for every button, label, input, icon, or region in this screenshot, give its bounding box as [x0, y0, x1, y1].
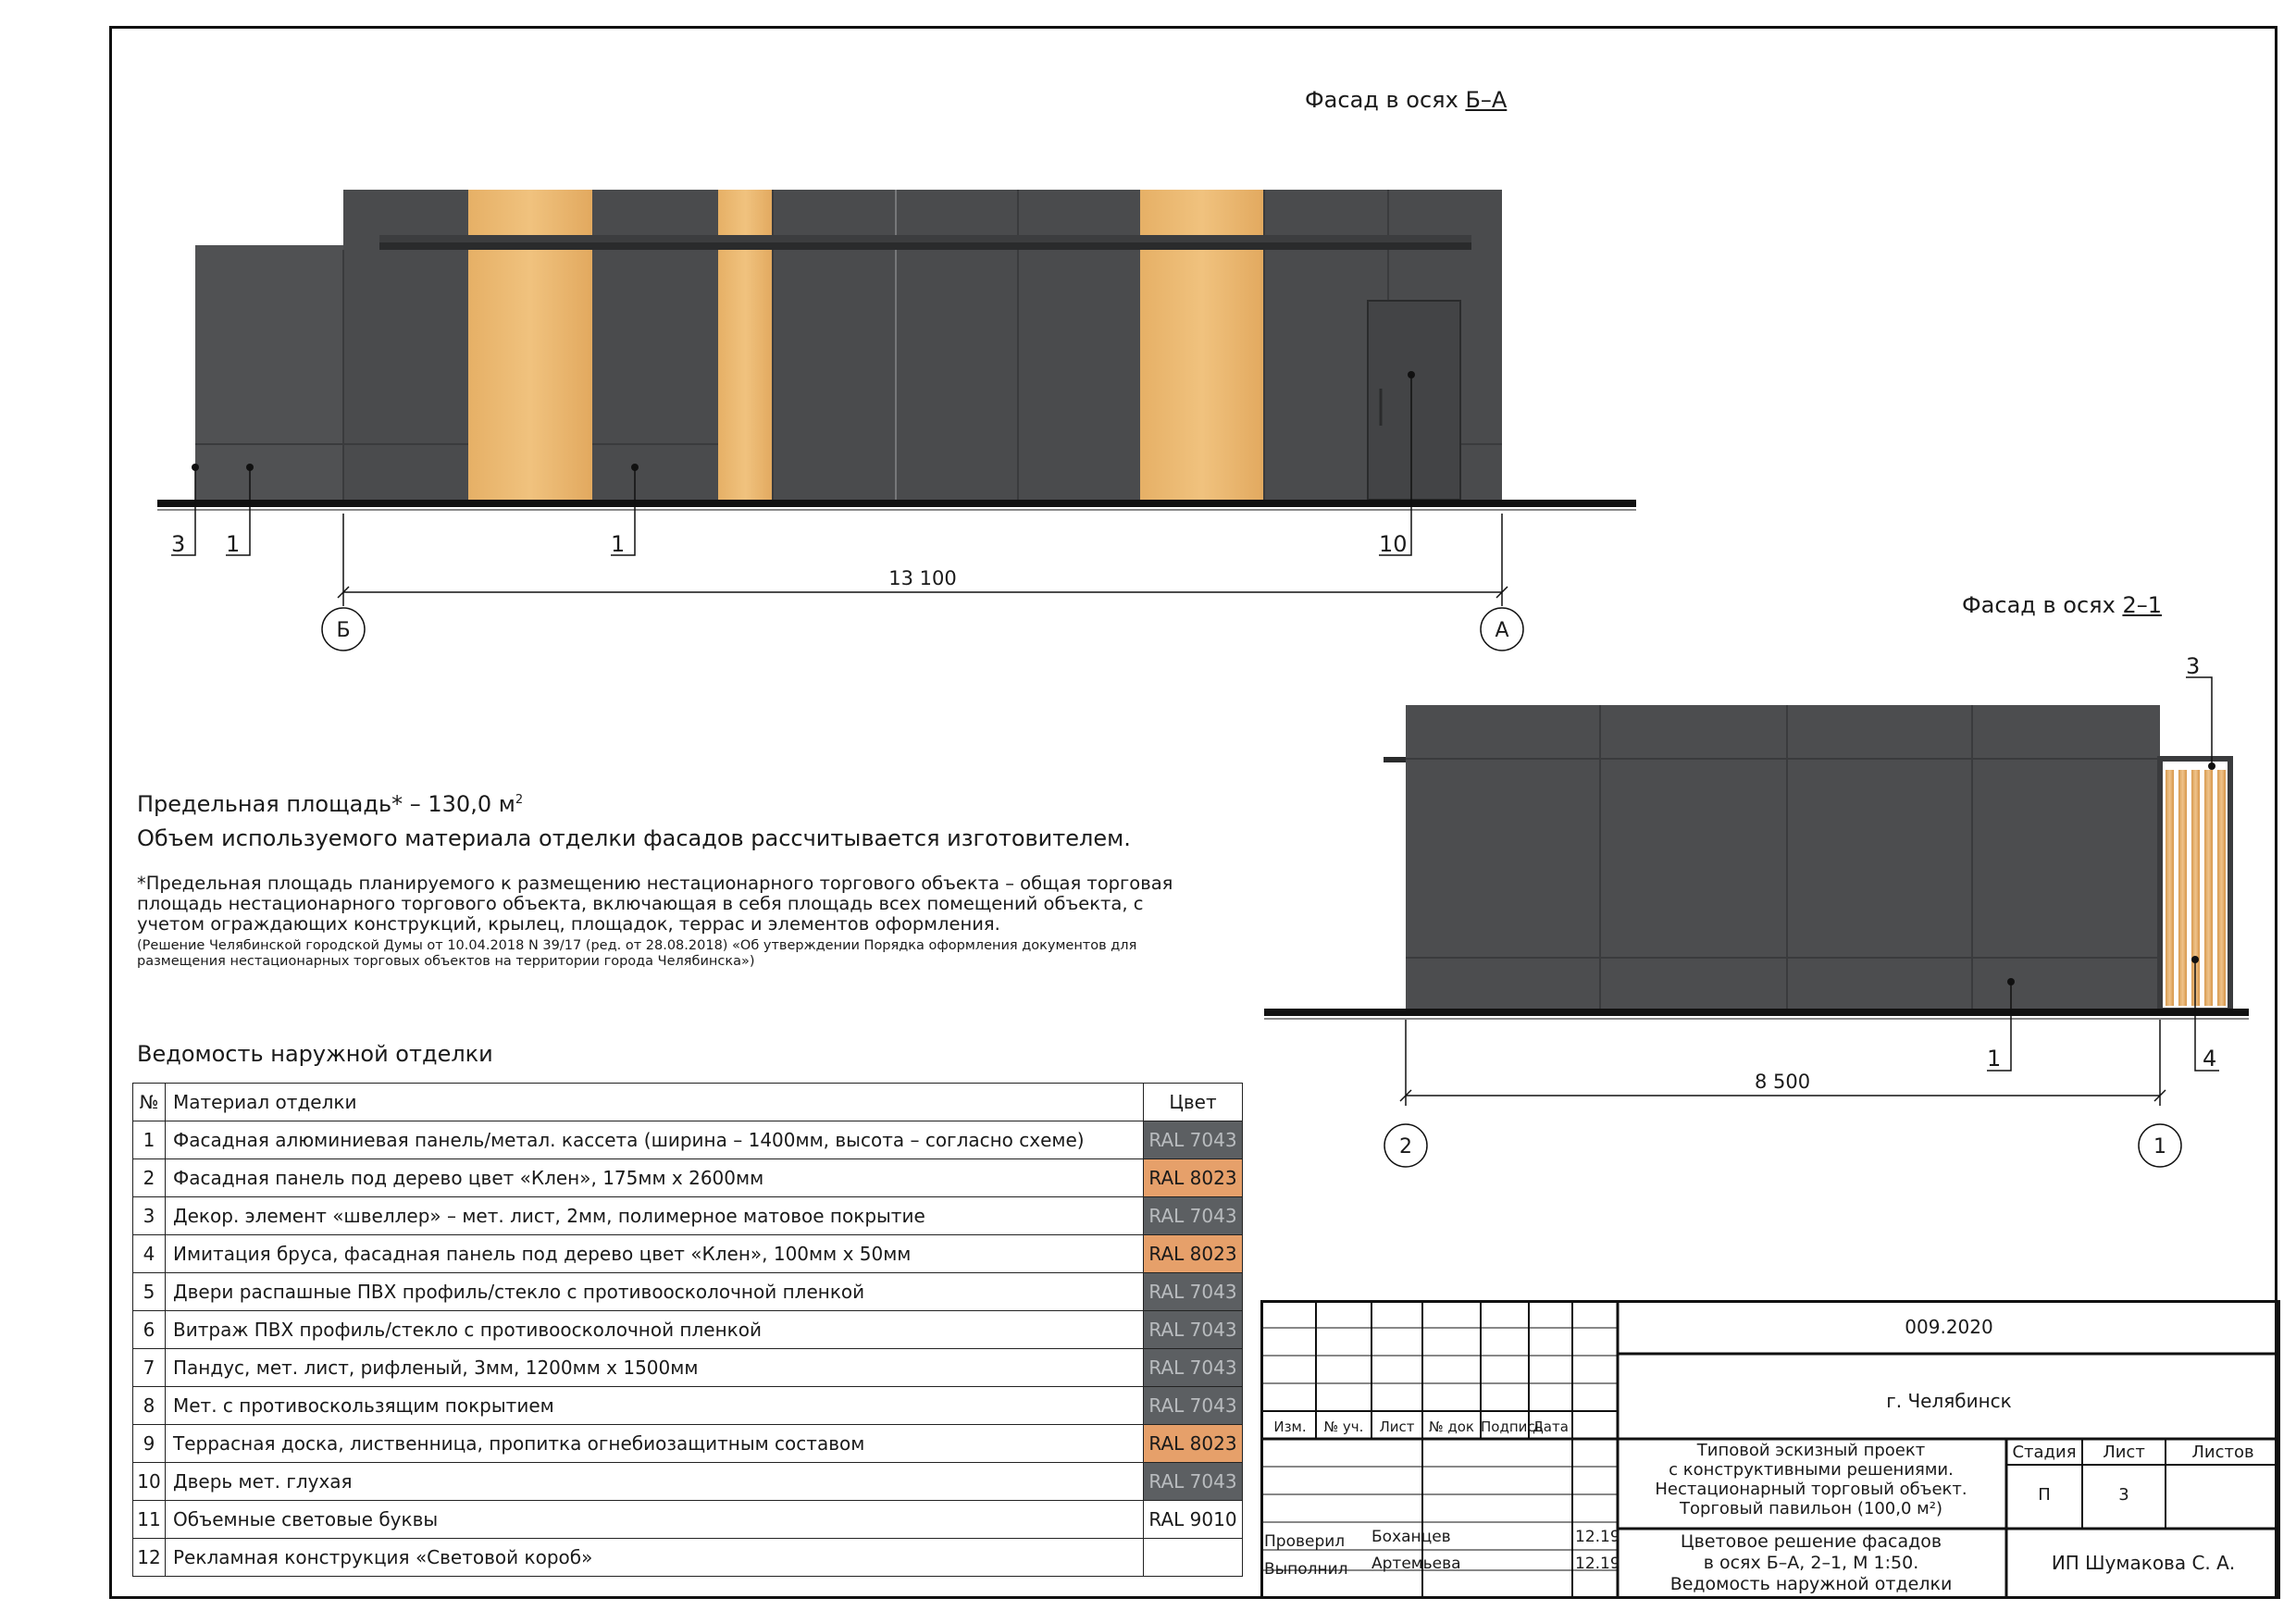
- area-footnote: *Предельная площадь планируемого к размещению нестационарного торгового объекта – общая торговая площадь нестационарного торгового объекта, включающая в себя площадь всех помещений объекта, с учетом ограждающих конструкций, крылец, площадок, террас и элементов оформления.: [137, 873, 1173, 935]
- table-row: [133, 1387, 1243, 1425]
- axis-label: 2: [1399, 1135, 1412, 1158]
- col-header: № уч.: [1323, 1419, 1364, 1435]
- axis-label: А: [1495, 619, 1509, 642]
- checked-date: 12.19: [1575, 1528, 1620, 1546]
- canopy: [379, 242, 1471, 250]
- legal-reference: (Решение Челябинской городской Думы от 10.04.2018 N 39/17 (ред. от 28.08.2018) «Об утверждении Порядка оформления документов для размещения нестационарных торговых объектов на территории города Челябинска»): [137, 938, 1137, 969]
- stage-label: Стадия: [2012, 1443, 2077, 1462]
- ground-line: [1264, 1009, 2249, 1016]
- made-date: 12.19: [1575, 1555, 1620, 1573]
- callout-label: 3: [171, 531, 186, 557]
- dimension-label: 13 100: [888, 567, 957, 589]
- side-facade-body: [1406, 705, 2160, 1010]
- row-color-swatch: RAL 7043: [1144, 1273, 1243, 1311]
- row-color-swatch: RAL 7043: [1144, 1121, 1243, 1159]
- callout-label: 4: [2203, 1046, 2217, 1072]
- row-color-swatch: RAL 8023: [1144, 1159, 1243, 1197]
- row-number: 3: [133, 1197, 166, 1235]
- row-material: Декор. элемент «швеллер» – мет. лист, 2мм, полимерное матовое покрытие: [166, 1197, 1144, 1235]
- row-color-swatch: RAL 7043: [1144, 1349, 1243, 1387]
- row-material: Витраж ПВХ профиль/стекло с противоосколочной пленкой: [166, 1311, 1144, 1349]
- table-row: [133, 1539, 1243, 1577]
- schedule-title: Ведомость наружной отделки: [137, 1041, 493, 1067]
- row-color-swatch: RAL 7043: [1144, 1463, 1243, 1501]
- table-row: [133, 1425, 1243, 1463]
- callout-label: 10: [1379, 531, 1408, 557]
- row-material: Пандус, мет. лист, рифленый, 3мм, 1200мм х 1500мм: [166, 1349, 1144, 1387]
- finish-schedule-table: [132, 1083, 1243, 1577]
- col-header: Изм.: [1273, 1419, 1307, 1435]
- row-color-swatch: RAL 8023: [1144, 1235, 1243, 1273]
- row-material: Дверь мет. глухая: [166, 1463, 1144, 1501]
- row-material: Двери распашные ПВХ профиль/стекло с противоосколочной пленкой: [166, 1273, 1144, 1311]
- callout-label: 1: [226, 531, 241, 557]
- row-color-swatch: RAL 7043: [1144, 1387, 1243, 1425]
- project-code: 009.2020: [1905, 1316, 1993, 1338]
- row-number: 9: [133, 1425, 166, 1463]
- checked-name: Боханцев: [1371, 1528, 1451, 1546]
- row-material: Фасадная панель под дерево цвет «Клен», 175мм х 2600мм: [166, 1159, 1144, 1197]
- dimension-label: 8 500: [1754, 1071, 1811, 1093]
- row-material: Объемные световые буквы: [166, 1501, 1144, 1539]
- row-material: Террасная доска, лиственница, пропитка огнебиозащитным составом: [166, 1425, 1144, 1463]
- table-row: [133, 1121, 1243, 1159]
- table-row: [133, 1273, 1243, 1311]
- row-number: 6: [133, 1311, 166, 1349]
- row-color-swatch: RAL 8023: [1144, 1425, 1243, 1463]
- col-header: № док: [1429, 1419, 1474, 1435]
- header-num: №: [133, 1084, 166, 1121]
- sheet-title: Цветовое решение фасадов в осях Б–А, 2–1, М 1:50. Ведомость наружной отделки: [1669, 1531, 1953, 1594]
- table-row: [133, 1501, 1243, 1539]
- facade-a-title: Фасад в осях Б–А: [1305, 87, 1508, 113]
- table-header-row: [133, 1084, 1243, 1121]
- axis-label: Б: [336, 619, 351, 642]
- table-row: [133, 1311, 1243, 1349]
- table-row: [133, 1159, 1243, 1197]
- sheets-label: Листов: [2191, 1443, 2254, 1462]
- sheet-label: Лист: [2103, 1443, 2145, 1462]
- facade-b-title: Фасад в осях 2–1: [1962, 592, 2162, 618]
- checked-label: Проверил: [1264, 1532, 1346, 1551]
- header-material: Материал отделки: [166, 1084, 1144, 1121]
- table-row: [133, 1197, 1243, 1235]
- made-label: Выполнил: [1264, 1560, 1348, 1579]
- city: г. Челябинск: [1886, 1390, 2012, 1412]
- header-color: Цвет: [1144, 1084, 1243, 1121]
- callout-label: 1: [611, 531, 626, 557]
- facade-a-drawing: [0, 0, 2296, 703]
- row-color-swatch: RAL 7043: [1144, 1311, 1243, 1349]
- sheet-value: 3: [2118, 1485, 2129, 1505]
- row-number: 10: [133, 1463, 166, 1501]
- annex-block: [195, 245, 343, 500]
- company-name: ИП Шумакова С. А.: [2051, 1552, 2236, 1574]
- axis-label: 1: [2153, 1135, 2166, 1158]
- stage-value: П: [2038, 1485, 2051, 1505]
- table-row: [133, 1463, 1243, 1501]
- title-block-text: [1260, 1300, 2280, 1599]
- row-number: 8: [133, 1387, 166, 1425]
- row-color-swatch: RAL 7043: [1144, 1197, 1243, 1235]
- project-description: Типовой эскизный проект с конструктивными решениями. Нестационарный торговый объект. Торговый павильон (100,0 м²): [1655, 1441, 1967, 1518]
- row-number: 5: [133, 1273, 166, 1311]
- col-header: Дата: [1533, 1419, 1569, 1435]
- row-number: 11: [133, 1501, 166, 1539]
- table-row: [133, 1349, 1243, 1387]
- callout-label: 3: [2186, 653, 2201, 679]
- row-color-swatch: RAL 9010: [1144, 1501, 1243, 1539]
- callout-label: 1: [1987, 1046, 2002, 1072]
- row-material: Фасадная алюминиевая панель/метал. кассета (ширина – 1400мм, высота – согласно схеме): [166, 1121, 1144, 1159]
- row-color-swatch: [1144, 1539, 1243, 1577]
- row-number: 1: [133, 1121, 166, 1159]
- made-name: Артемьева: [1371, 1555, 1461, 1573]
- row-material: Рекламная конструкция «Световой короб»: [166, 1539, 1144, 1577]
- volume-note: Объем используемого материала отделки фасадов рассчитывается изготовителем.: [137, 825, 1131, 851]
- row-number: 4: [133, 1235, 166, 1273]
- row-material: Имитация бруса, фасадная панель под дерево цвет «Клен», 100мм х 50мм: [166, 1235, 1144, 1273]
- row-number: 12: [133, 1539, 166, 1577]
- row-number: 7: [133, 1349, 166, 1387]
- col-header: Лист: [1379, 1419, 1415, 1435]
- row-number: 2: [133, 1159, 166, 1197]
- col-header: Подпись: [1481, 1419, 1544, 1435]
- table-row: [133, 1235, 1243, 1273]
- max-area-text: Предельная площадь* – 130,0 $м^2$: [137, 791, 524, 817]
- ground-line: [157, 500, 1636, 507]
- row-material: Мет. с противоскользящим покрытием: [166, 1387, 1144, 1425]
